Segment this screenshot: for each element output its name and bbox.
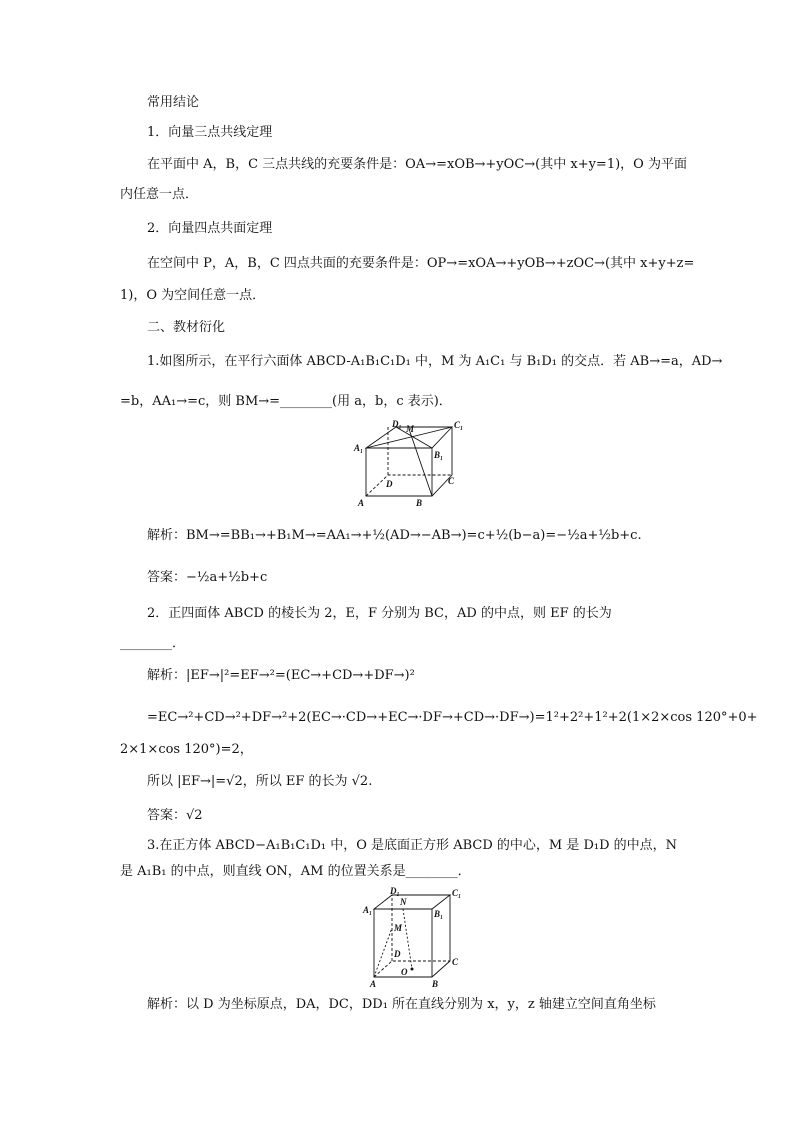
problem-line: 1.如图所示，在平行六面体 ABCD-A₁B₁C₁D₁ 中，M 为 A₁C₁ 与 B₁D₁ 的交点．若 AB→=a，AD→ [147,354,723,369]
paragraph-line: 在平面中 A，B，C 三点共线的充要条件是：OA→=xOB→+yOC→(其中 x+y=1)，O 为平面 [147,157,687,172]
problem-line: 2．正四面体 ABCD 的棱长为 2，E，F 分别为 BC，AD 的中点，则 EF 的长为 [147,606,612,621]
vertex-label: A₁ [354,443,364,453]
vertex-label: D₁ [392,420,402,429]
vertex-label: C [452,957,459,967]
paragraph-line: 1)，O 为空间任意一点． [120,288,266,303]
vertex-label: B [416,498,423,508]
vertex-label: M [406,424,415,434]
hidden-edges [374,895,450,977]
theorem-heading: 1．向量三点共线定理 [147,125,273,140]
vertex-label: N [400,897,407,907]
problem-line: 3.在正方体 ABCD−A₁B₁C₁D₁ 中，O 是底面正方形 ABCD 的中心，M 是 D₁D 的中点，N [147,838,678,853]
solution-line: =EC→²+CD→²+DF→²+2(EC→·CD→+EC→·DF→+CD→·DF→)=1²+2²+1²+2(1×2×cos 120°+0+ [147,710,758,725]
vertex-label: D [394,949,401,959]
top-face [374,895,450,909]
section-title: 常用结论 [147,95,200,110]
solution-line: 2×1×cos 120°)=2， [120,742,253,757]
solution-line: 解析：|EF→|²=EF→²=(EC→+CD→+DF→)² [147,668,415,683]
solution-line: 解析：以 D 为坐标原点，DA，DC，DD₁ 所在直线分别为 x，y，z 轴建立空间直角坐标 [147,997,656,1012]
problem-line: =b，AA₁→=c，则 BM→=________(用 a，b，c 表示)． [120,394,452,409]
answer-line: 答案：√2 [147,808,203,823]
answer-line: 答案：−½a+½b+c [147,570,268,585]
problem-line: ________． [120,636,186,651]
problem-line: 是 A₁B₁ 的中点，则直线 ON，AM 的位置关系是________． [120,864,471,879]
parallelepiped-figure [352,420,472,510]
paragraph-line: 在空间中 P，A，B，C 四点共面的充要条件是：OP→=xOA→+yOB→+zOC→(其中 x+y+z= [147,256,695,271]
theorem-heading: 2．向量四点共面定理 [147,221,273,236]
vertex-label: D [386,479,393,489]
paragraph-line: 内任意一点． [120,187,199,202]
vertex-label: C [448,476,455,486]
vertex-label: B [432,979,439,989]
visible-edges [374,895,450,977]
vertex-label: B₁ [434,450,444,460]
point-o [411,968,414,971]
section-heading: 二、教材衍化 [147,320,226,335]
vertex-label: C₁ [452,888,462,898]
vertex-label: M [394,923,403,933]
vertex-label: O [401,967,408,977]
cube-figure [360,885,464,989]
vertex-label: D₁ [390,886,400,896]
vertex-label: B₁ [434,909,444,919]
solution-line: 所以 |EF→|=√2，所以 EF 的长为 √2. [147,774,373,789]
vertex-label: A [370,979,377,989]
vertex-label: A₁ [363,905,373,915]
solution-line: 解析：BM→=BB₁→+B₁M→=AA₁→+½(AD→−AB→)=c+½(b−a)=−½a+½b+c. [147,528,642,543]
vertex-label: A [358,498,365,508]
vertex-label: C₁ [454,420,464,430]
